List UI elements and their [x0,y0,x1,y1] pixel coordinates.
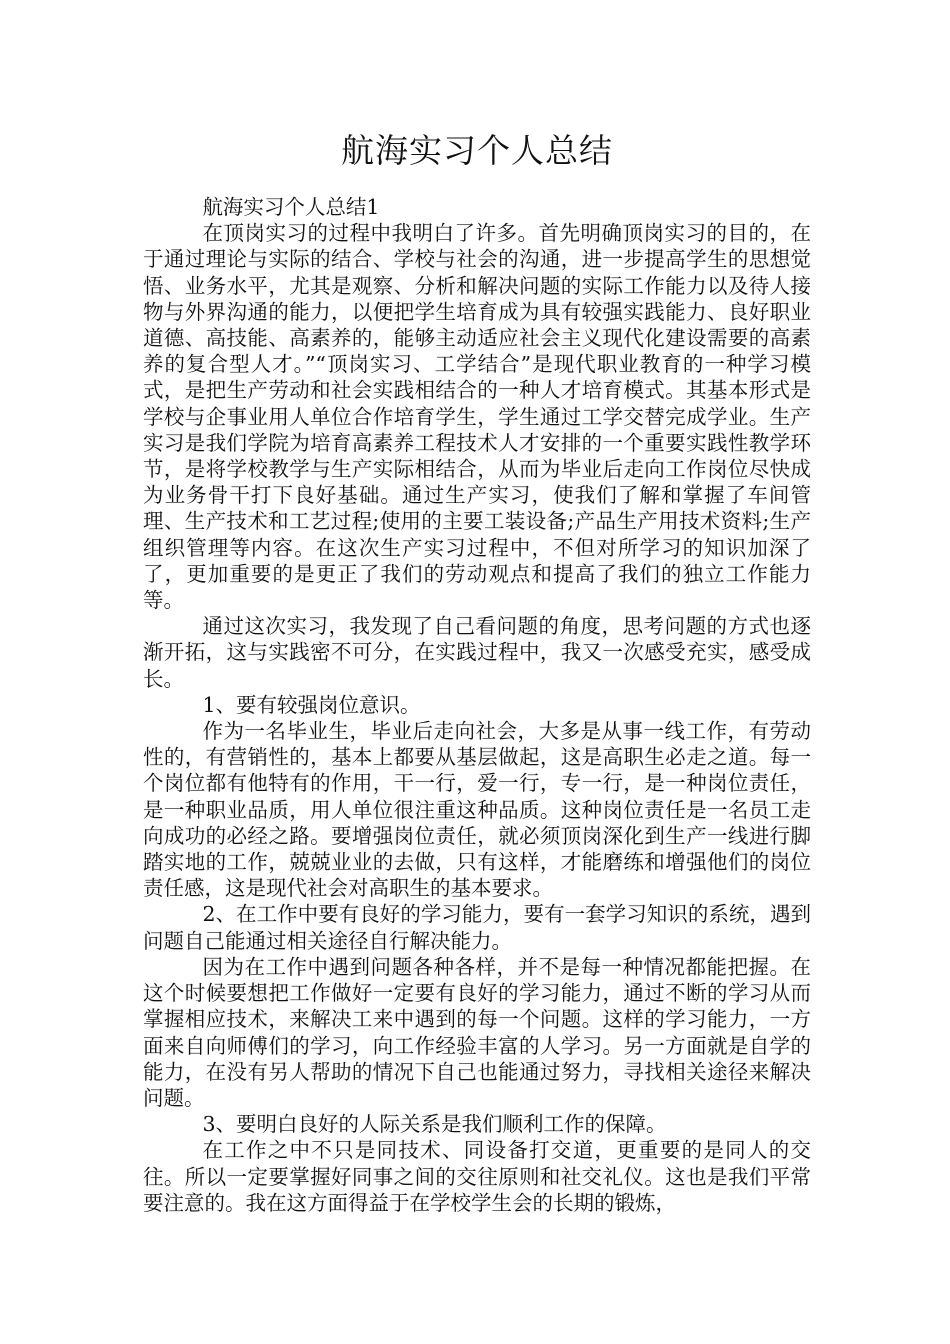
document-body [143,194,811,1216]
numbered-heading: 1、要有较强岗位意识。 [202,692,421,717]
document-page [143,0,811,1216]
body-paragraph: 通过这次实习，我发现了自己看问题的角度，思考问题的方式也逐渐开拓，这与实践密不可分，在实践过程中，我又一次感受充实，感受成长。 [143,614,811,691]
body-paragraph: 在顶岗实习的过程中我明白了许多。首先明确顶岗实习的目的，在于通过理论与实际的结合、学校与社会的沟通，进一步提高学生的思想觉悟、业务水平，尤其是观察、分析和解决问题的实际工作能力以及待人接物与外界沟通的能力，以便把学生培育成为具有较强实践能力、良好职业道德、高技能、高素养的，能够主动适应社会主义现代化建设需要的高素养的复合型人才。”“顶岗实习、工学结合”是现代职业教育的一种学习模式，是把生产劳动和社会实践相结合的一种人才培育模式。其基本形式是学校与企事业用人单位合作培育学生，学生通过工学交替完成学业。生产实习是我们学院为培育高素养工程技术人才安排的一个重要实践性教学环节，是将学校教学与生产实际相结合，从而为毕业后走向工作岗位尽快成为业务骨干打下良好基础。通过生产实习，使我们了解和掌握了车间管理、生产技术和工艺过程;使用的主要工装设备;产品生产用技术资料;生产组织管理等内容。在这次生产实习过程中，不但对所学习的知识加深了了，更加重要的是更正了我们的劳动观点和提高了我们的独立工作能力等。 [143,221,811,613]
body-paragraph: 作为一名毕业生，毕业后走向社会，大多是从事一线工作，有劳动性的，有营销性的，基本上都要从基层做起，这是高职生必走之道。每一个岗位都有他特有的作用，干一行，爱一行，专一行，是一种岗位责任，是一种职业品质，用人单位很注重这种品质。这种岗位责任是一名员工走向成功的必经之路。要增强岗位责任，就必须顶岗深化到生产一线进行脚踏实地的工作，兢兢业业的去做，只有这样，才能磨练和增强他们的岗位责任感，这是现代社会对高职生的基本要求。 [143,719,811,901]
document-title: 航海实习个人总结 [341,131,613,170]
body-paragraph: 在工作之中不只是同技术、同设备打交道，更重要的是同人的交往。所以一定要掌握好同事之间的交往原则和社交礼仪。这也是我们平常要注意的。我在这方面得益于在学校学生会的长期的锻炼， [143,1138,811,1215]
numbered-heading: 3、要明白良好的人际关系是我们顺利工作的保障。 [202,1112,667,1137]
body-paragraph: 因为在工作中遇到问题各种各样，并不是每一种情况都能把握。在这个时候要想把工作做好一定要有良好的学习能力，通过不断的学习从而掌握相应技术，来解决工来中遇到的每一个问题。这样的学习能力，一方面来自向师傅们的学习，向工作经验丰富的人学习。另一方面就是自学的能力，在没有另人帮助的情况下自己也能通过努力，寻找相关途径来解决问题。 [143,954,811,1110]
section-heading: 航海实习个人总结1 [202,195,380,219]
numbered-heading: 2、在工作中要有良好的学习能力，要有一套学习知识的系统，遇到问题自己能通过相关途径自行解决能力。 [143,902,811,953]
